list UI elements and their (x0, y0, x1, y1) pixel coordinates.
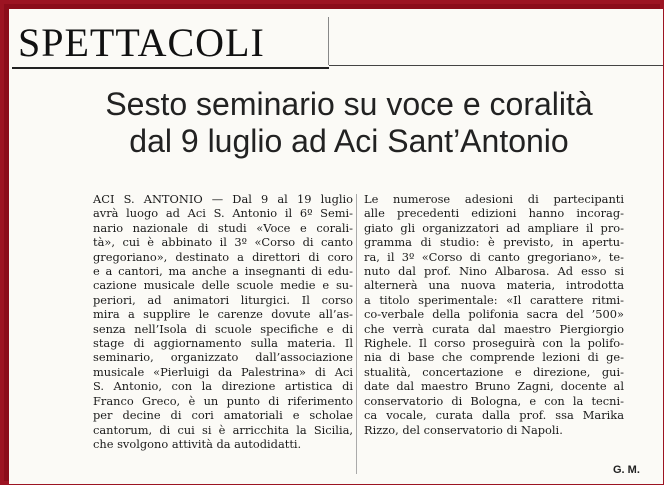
article-line: e a cantori, ma anche a insegnanti di edu- (93, 264, 353, 279)
article-line: che verrà curata dal maestro Piergiorgio (364, 321, 624, 336)
article-line: conservatorio di Bologna, e con la tecni- (364, 393, 624, 408)
article-line: seminario, organizzato dall’associazione (93, 350, 353, 365)
article-line: co-verbale della polifonia sacra del ’500» (364, 307, 624, 322)
article-line: avrà luogo ad Aci S. Antonio il 6º Semi- (93, 206, 353, 221)
article-line: ACI S. ANTONIO — Dal 9 al 19 luglio (93, 192, 353, 206)
article-line: gramma di studio: è previsto, in apertu- (364, 235, 624, 250)
article-column-left (93, 192, 353, 451)
article-line: giato gli organizzatori ad ampliare il pro- (364, 220, 624, 235)
article-line: a titolo sperimentale: «Il carattere ritmi- (364, 292, 624, 307)
headline-line-1: Sesto seminario su voce e coralità (105, 86, 593, 122)
author-signature: G. M. (613, 464, 640, 476)
section-box (12, 17, 329, 65)
article-line: cazione musicale delle scuole medie e su- (93, 278, 353, 293)
article-line: S. Antonio, con la direzione artistica di (93, 379, 353, 394)
article-line: ra, il 3º «Corso di canto gregoriano», te- (364, 249, 624, 264)
article-line: senza nell’Isola di scuole specifiche e di (93, 321, 353, 336)
article-line: gregoriano», destinato a direttori di coro (93, 249, 353, 264)
article-line: nuto dal prof. Nino Albarosa. Ad esso si (364, 264, 624, 279)
article-line: alternerà una nuova materia, introdotta (364, 278, 624, 293)
article-line: per decine di cori amatoriali e scholae (93, 408, 353, 423)
column-divider (356, 194, 357, 474)
article-line: tà», cui è abbinato il 3º «Corso di canto (93, 235, 353, 250)
article-line: ca vocale, curata dalla prof. ssa Marika (364, 408, 624, 423)
article-line: Le numerose adesioni di partecipanti (364, 192, 624, 206)
headline-line-2: dal 9 luglio ad Aci Sant’Antonio (129, 123, 569, 159)
newspaper-clipping (9, 9, 663, 484)
section-rule (329, 65, 663, 66)
article-line: stage di aggiornamento sulla materia. Il (93, 336, 353, 351)
article-line: nia di base che comprende lezioni di ge- (364, 350, 624, 365)
article-line: mira a supplire le carenze dovute all’as- (93, 307, 353, 322)
article-line: nario nazionale di studi «Voce e corali- (93, 220, 353, 235)
section-title: SPETTACOLI (18, 20, 265, 65)
article-line: Rizzo, del conservatorio di Napoli. (364, 422, 563, 437)
section-header (12, 17, 329, 69)
article-line: musicale «Pierluigi da Palestrina» di Aci (93, 364, 353, 379)
article-column-right (364, 192, 624, 437)
article-line: che svolgono attività da autodidatti. (93, 436, 302, 451)
article-headline (69, 86, 629, 160)
article-line: alle precedenti edizioni hanno incorag- (364, 206, 624, 221)
article-line: date dal maestro Bruno Zagni, docente al (364, 379, 624, 394)
article-line: stualità, concertazione e direzione, gui- (364, 364, 624, 379)
article-line: Righele. Il corso proseguirà con la polifo- (364, 336, 624, 351)
article-line: cantorum, di cui si è arricchita la Sicilia, (93, 422, 353, 437)
article-line: periori, ad animatori liturgici. Il corso (93, 292, 353, 307)
article-line: Franco Greco, è un punto di riferimento (93, 393, 353, 408)
